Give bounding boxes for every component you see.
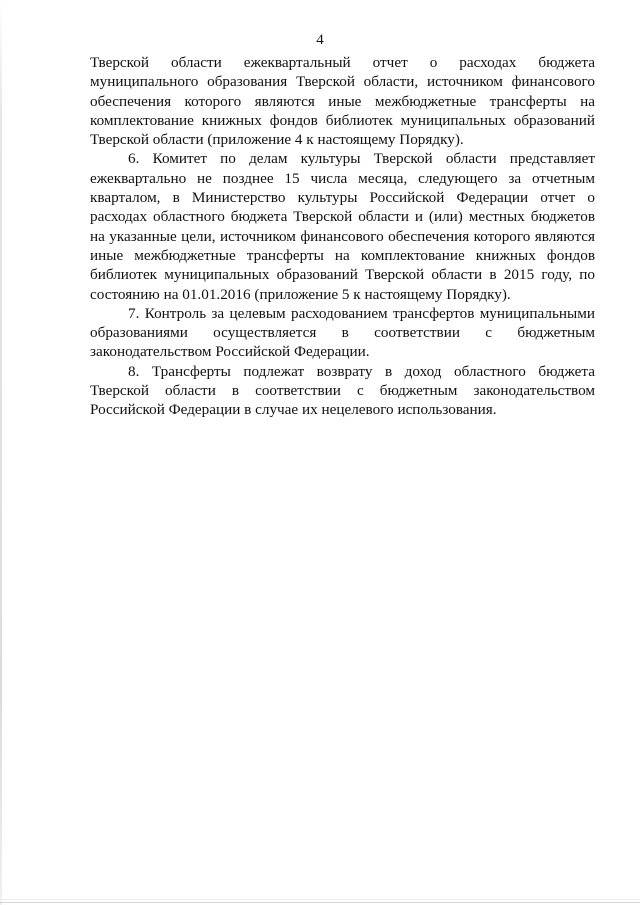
paragraph-item-8: 8. Трансферты подлежат возврату в доход областного бюджета Тверской области в соответствии с бюджетным законодательством Российской Федерации в случае их нецелевого использования. [90, 362, 595, 419]
scan-edge-left [0, 0, 2, 905]
page-number: 4 [316, 32, 324, 48]
scan-edge-bottom-inner [0, 899, 640, 900]
paragraph-continuation: Тверской области ежеквартальный отчет о расходах бюджета муниципального образования Тверской области, источником финансового обеспечения которого являются иные межбюджетные трансферты на комплектование книжных фондов библиотек муниципальных образований Тверской области (приложение 4 к настоящему Порядку). [90, 54, 595, 149]
scan-edge-bottom [0, 902, 640, 903]
paragraph-item-7: 7. Контроль за целевым расходованием трансфертов муниципальными образованиями осуществляется в соответствии с бюджетным законодательством Российской Федерации. [90, 304, 595, 361]
document-body [90, 53, 595, 420]
paragraph-item-6: 6. Комитет по делам культуры Тверской области представляет ежеквартально не позднее 15 числа месяца, следующего за отчетным кварталом, в Министерство культуры Российской Федерации отчет о расходах областного бюджета Тверской области и (или) местных бюджетов на указанные цели, источником финансового обеспечения которого являются иные межбюджетные трансферты на комплектование книжных фондов библиотек муниципальных образований Тверской области в 2015 году, по состоянию на 01.01.2016 (приложение 5 к настоящему Порядку). [90, 150, 595, 303]
